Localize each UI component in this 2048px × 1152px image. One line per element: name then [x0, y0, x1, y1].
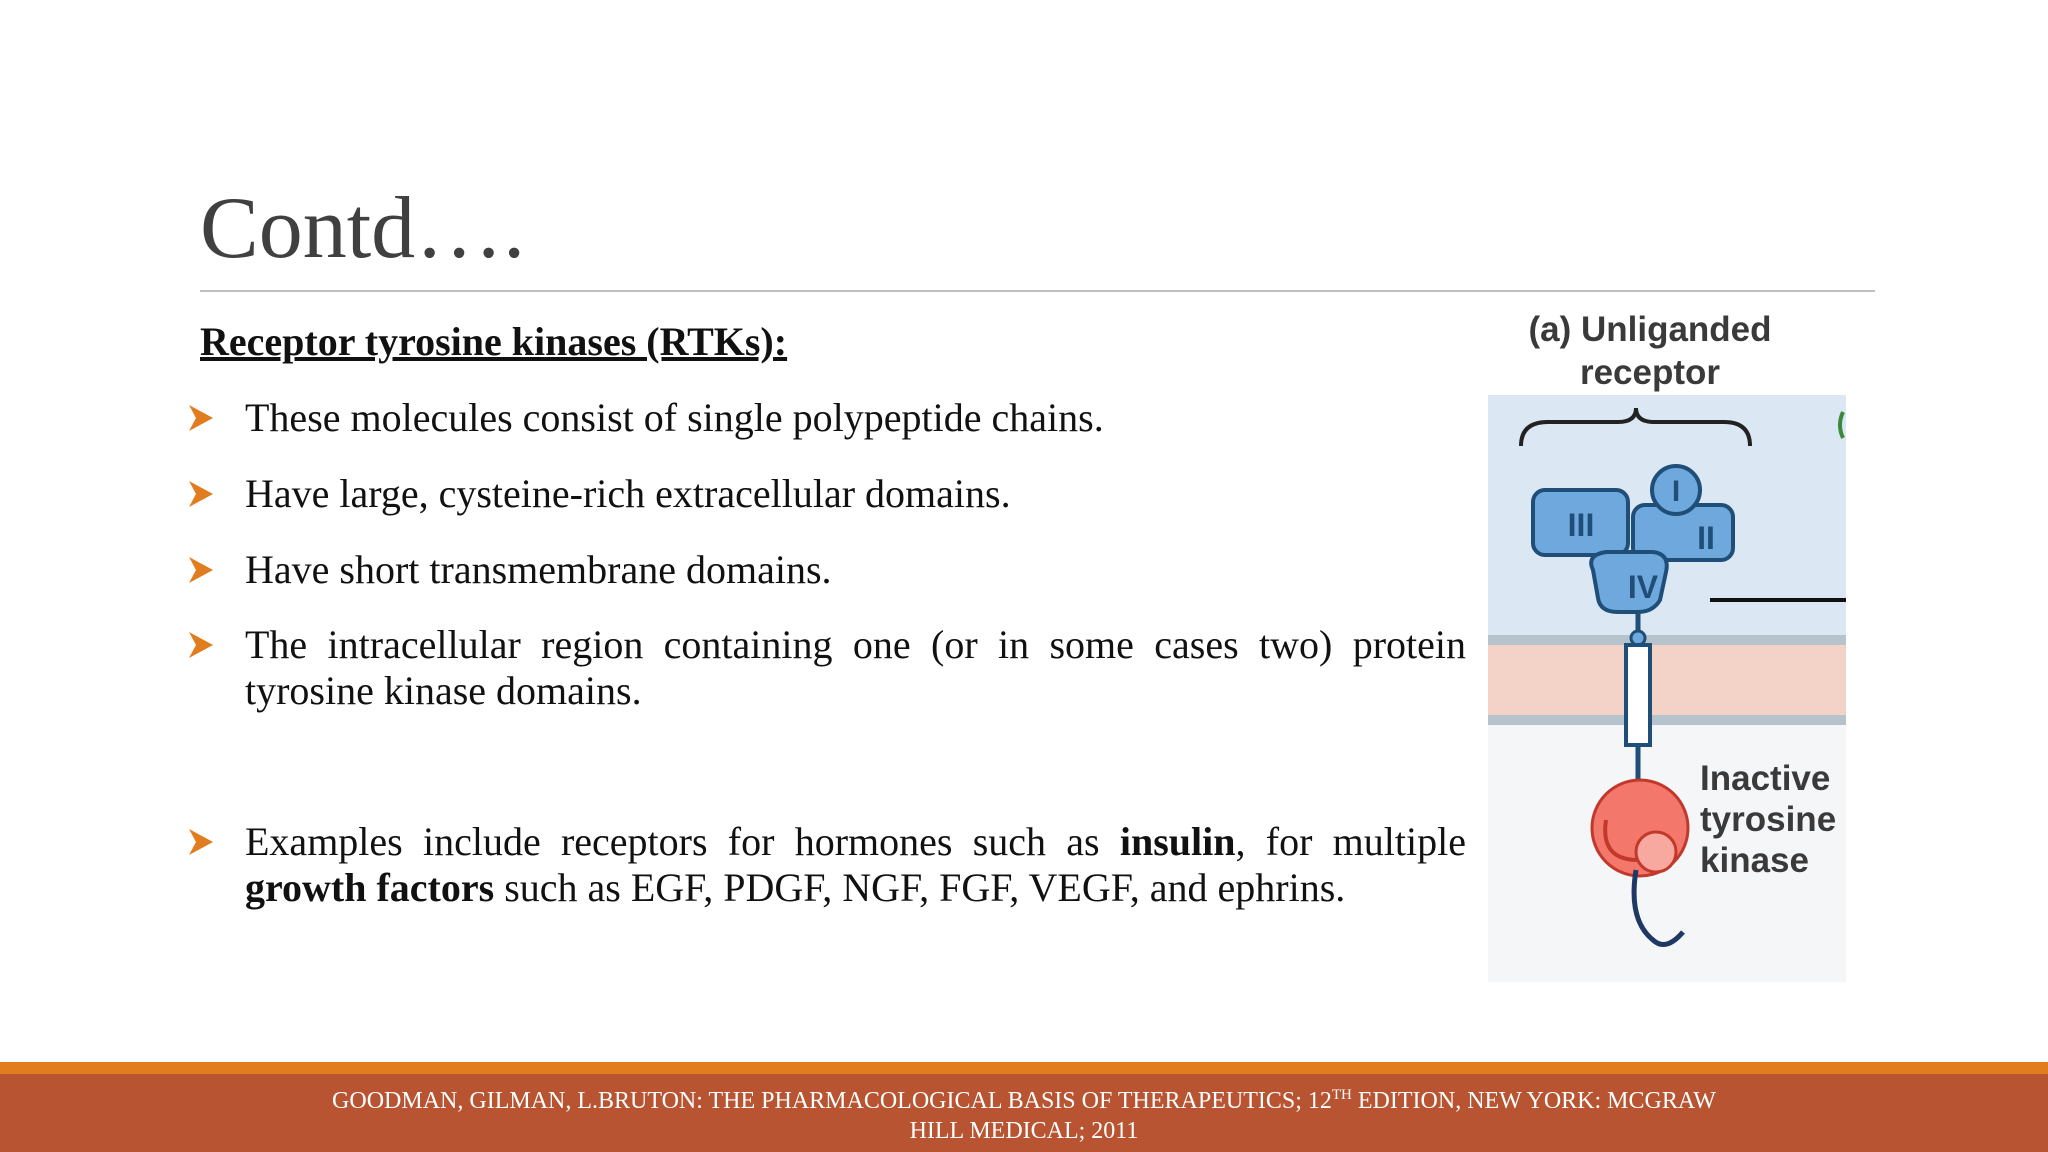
kinase-label-line: tyrosine	[1700, 800, 1837, 839]
arrow-bullet-icon	[186, 819, 216, 865]
title-divider	[200, 290, 1875, 292]
arrow-bullet-icon	[186, 622, 216, 668]
arrow-bullet-icon	[186, 395, 216, 441]
domain-label: II	[1697, 520, 1715, 556]
membrane-edge	[1488, 715, 1846, 725]
bullet-item	[186, 395, 1466, 441]
kinase-label-line: Inactive	[1700, 759, 1831, 798]
bullet-item-examples	[186, 819, 1466, 911]
bullet-item	[186, 547, 1466, 593]
examples-bold-growth-factors: growth factors	[245, 865, 495, 910]
slide-title: Contd….	[200, 180, 526, 277]
footer-accent-bar	[0, 1062, 2048, 1074]
footer-line: HILL MEDICAL; 2011	[909, 1118, 1139, 1144]
kinase-label	[1700, 758, 1836, 881]
membrane-bilayer	[1488, 645, 1846, 715]
bullet-text: The intracellular region containing one (or in some cases two) protein tyrosine kinase domains.	[245, 622, 1466, 713]
examples-text-part: Examples include receptors for hormones such as	[245, 819, 1120, 864]
examples-text-part: such as EGF, PDGF, NGF, FGF, VEGF, and ephrins.	[494, 865, 1346, 910]
kinase-label-line: kinase	[1700, 841, 1809, 880]
figure-caption-line: (a) Unliganded	[1528, 310, 1772, 349]
arrow-bullet-icon	[186, 471, 216, 517]
footer-text-part: EDITION, NEW YORK: MCGRAW	[1351, 1088, 1716, 1114]
bullet-item	[186, 471, 1466, 517]
examples-bold-insulin: insulin	[1119, 819, 1236, 864]
domain-label: III	[1567, 507, 1595, 543]
arrow-bullet-icon	[186, 547, 216, 593]
bullet-text: Have short transmembrane domains.	[245, 547, 832, 592]
bullet-text: These molecules consist of single polypeptide chains.	[245, 395, 1104, 440]
figure-caption	[1505, 308, 1795, 394]
examples-text	[245, 819, 1466, 911]
transmembrane-segment	[1626, 645, 1650, 745]
footer-superscript: TH	[1331, 1087, 1352, 1103]
footer-text-part: GOODMAN, GILMAN, L.BRUTON: THE PHARMACOLOGICAL BASIS OF THERAPEUTICS; 12	[332, 1088, 1332, 1114]
figure-caption-line: receptor	[1579, 353, 1721, 392]
bullet-text: Have large, cysteine-rich extracellular domains.	[245, 471, 1011, 516]
footer-line	[280, 1086, 1768, 1116]
footer-citation	[280, 1086, 1768, 1146]
domain-label: I	[1671, 475, 1681, 508]
section-heading: Receptor tyrosine kinases (RTKs):	[200, 319, 788, 364]
membrane-edge	[1488, 635, 1846, 645]
bullet-item	[186, 622, 1466, 714]
domain-label: IV	[1627, 569, 1659, 605]
examples-text-part: , for multiple	[1235, 819, 1466, 864]
